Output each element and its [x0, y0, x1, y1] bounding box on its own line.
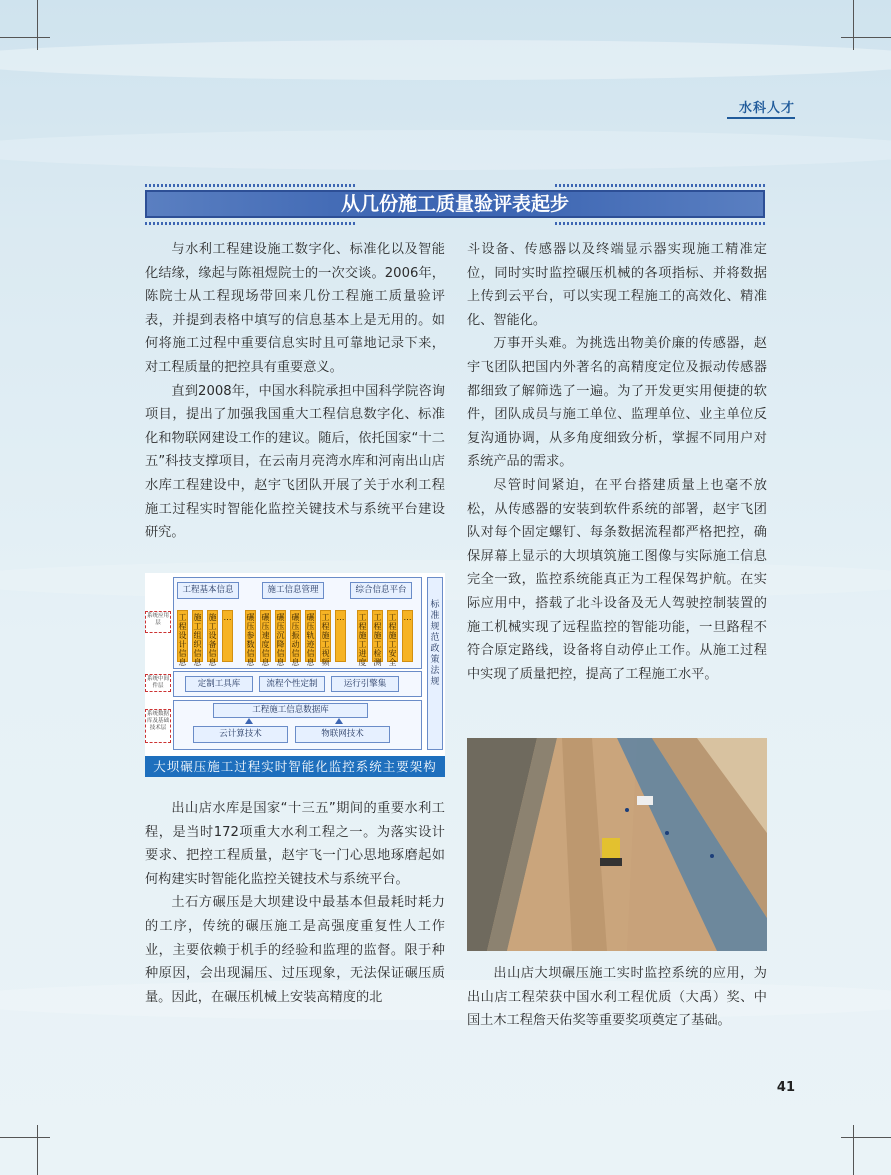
architecture-diagram	[145, 573, 445, 756]
tech-box: 物联网技术	[295, 726, 390, 743]
section-tag: 水科人才	[738, 101, 795, 116]
water-texture	[0, 130, 891, 170]
crop-mark	[0, 37, 50, 38]
info-bar: …	[402, 610, 413, 662]
page-number: 41	[776, 1080, 795, 1095]
info-bar: …	[222, 610, 233, 662]
photo-caption	[467, 962, 767, 1033]
title-decoration	[555, 184, 765, 187]
crop-mark	[37, 0, 38, 50]
paragraph: 与水利工程建设施工数字化、标准化以及智能化结缘，缘起与陈祖煜院士的一次交谈。2006年，陈院士从工程现场带回来几份工程施工质量验评表，并提到表格中填写的信息基本上是无用的。如何将施工过程中重要信息实时且可靠地记录下来，对工程质量的把控具有重要意义。	[145, 242, 445, 375]
layer-label: 系统应用层	[145, 611, 171, 633]
database-box: 工程施工信息数据库	[213, 703, 368, 718]
info-bar: 工程施工视频	[320, 610, 331, 662]
crop-mark	[853, 1125, 854, 1175]
paragraph: 出山店水库是国家“十三五”期间的重要水利工程，是当时172项重大水利工程之一。为落实设计要求、把控工程质量，赵宇飞一门心思地琢磨起如何构建实时智能化监控关键技术与系统平台。	[145, 801, 445, 887]
info-bar: 工程施工检测	[372, 610, 383, 662]
tech-box: 云计算技术	[193, 726, 288, 743]
info-bar: 工程设计信息	[177, 610, 188, 662]
aerial-photo-illustration	[467, 738, 767, 951]
paragraph: 直到2008年，中国水科院承担中国科学院咨询项目，提出了加强我国重大工程信息数字化、标准化和物联网建设工作的建议。随后，依托国家“十二五”科技支撑项目，在云南月亮湾水库和河南出山店水库工程建设中，赵宇飞团队开展了关于水利工程施工过程实时智能化监控关键技术与系统平台建设研究。	[145, 383, 445, 541]
paragraph: 尽管时间紧迫，在平台搭建质量上也毫不放松，从传感器的安装到软件系统的部署，赵宇飞团队对每个固定螺钉、每条数据流程都严格把控，确保屏幕上显示的大坝填筑施工图像与实际施工信息完全一致，监控系统能真正为工程保驾护航。在实际应用中，搭载了北斗设备及无人驾驶控制装置的施工机械实现了远程监控的智能功能，一旦路程不符合原定路线，设备将自动停止工作。从施工过程中实现了质量把控，提高了工程施工水平。	[467, 477, 767, 682]
title-decoration	[145, 184, 355, 187]
info-bar: 施工设备信息	[207, 610, 218, 662]
crop-mark	[841, 37, 891, 38]
layer-label: 系统数据库及基础技术层	[145, 709, 171, 743]
section-tag-underline	[727, 117, 795, 119]
info-bar: 施工组织信息	[192, 610, 203, 662]
standards-panel: 标准 规范 政策 法规	[427, 577, 443, 750]
info-bar: 碾压参数信息	[245, 610, 256, 662]
left-column-top	[145, 238, 445, 545]
section-title-bar	[145, 190, 765, 218]
photo-caption-text: 出山店大坝碾压施工实时监控系统的应用，为出山店工程荣获中国水利工程优质（大禹）奖、中国土木工程詹天佑奖等重要奖项奠定了基础。	[467, 966, 767, 1029]
dam-construction-photo	[467, 738, 767, 951]
paragraph: 土石方碾压是大坝建设中最基本但最耗时耗力的工序，传统的碾压施工是高强度重复性人工作业，主要依赖于机手的经验和监理的监督。限于种种原因，会出现漏压、过压现象，无法保证碾压质量。因此，在碾压机械上安装高精度的北	[145, 895, 445, 1005]
module-box: 施工信息管理	[262, 582, 324, 599]
water-texture	[0, 40, 891, 80]
middleware-box: 定制工具库	[185, 676, 253, 692]
layer-label: 系统中间件层	[145, 674, 171, 692]
crop-mark	[841, 1137, 891, 1138]
middleware-box: 流程个性定制	[259, 676, 325, 692]
info-bar: 工程施工安全	[387, 610, 398, 662]
crop-mark	[37, 1125, 38, 1175]
left-column-bottom	[145, 797, 445, 1009]
paragraph: 斗设备、传感器以及终端显示器实现施工精准定位，同时实时监控碾压机械的各项指标、并将数据上传到云平台，可以实现工程施工的高效化、精准化、智能化。	[467, 242, 767, 328]
crop-mark	[0, 1137, 50, 1138]
crop-mark	[853, 0, 854, 50]
middleware-box: 运行引擎集	[331, 676, 399, 692]
info-bar: …	[335, 610, 346, 662]
info-bar: 碾压振动信息	[290, 610, 301, 662]
info-bar: 工程施工进度	[357, 610, 368, 662]
info-bar: 碾压速度信息	[260, 610, 271, 662]
arrow-up-icon	[335, 718, 343, 724]
title-decoration	[555, 222, 765, 225]
right-column	[467, 238, 767, 686]
diagram-caption: 大坝碾压施工过程实时智能化监控系统主要架构	[145, 756, 445, 777]
module-box: 工程基本信息	[177, 582, 239, 599]
title-decoration	[145, 222, 355, 225]
info-bar: 碾压轨迹信息	[305, 610, 316, 662]
section-title: 从几份施工质量验评表起步	[340, 193, 569, 215]
module-box: 综合信息平台	[350, 582, 412, 599]
info-bar: 碾压沉降信息	[275, 610, 286, 662]
paragraph: 万事开头难。为挑选出物美价廉的传感器，赵宇飞团队把国内外著名的高精度定位及振动传感器都细致了解筛选了一遍。为了开发更实用便捷的软件，团队成员与施工单位、监理单位、业主单位反复沟通协调，从多角度细致分析，掌握不同用户对系统产品的需求。	[467, 336, 767, 470]
arrow-up-icon	[245, 718, 253, 724]
